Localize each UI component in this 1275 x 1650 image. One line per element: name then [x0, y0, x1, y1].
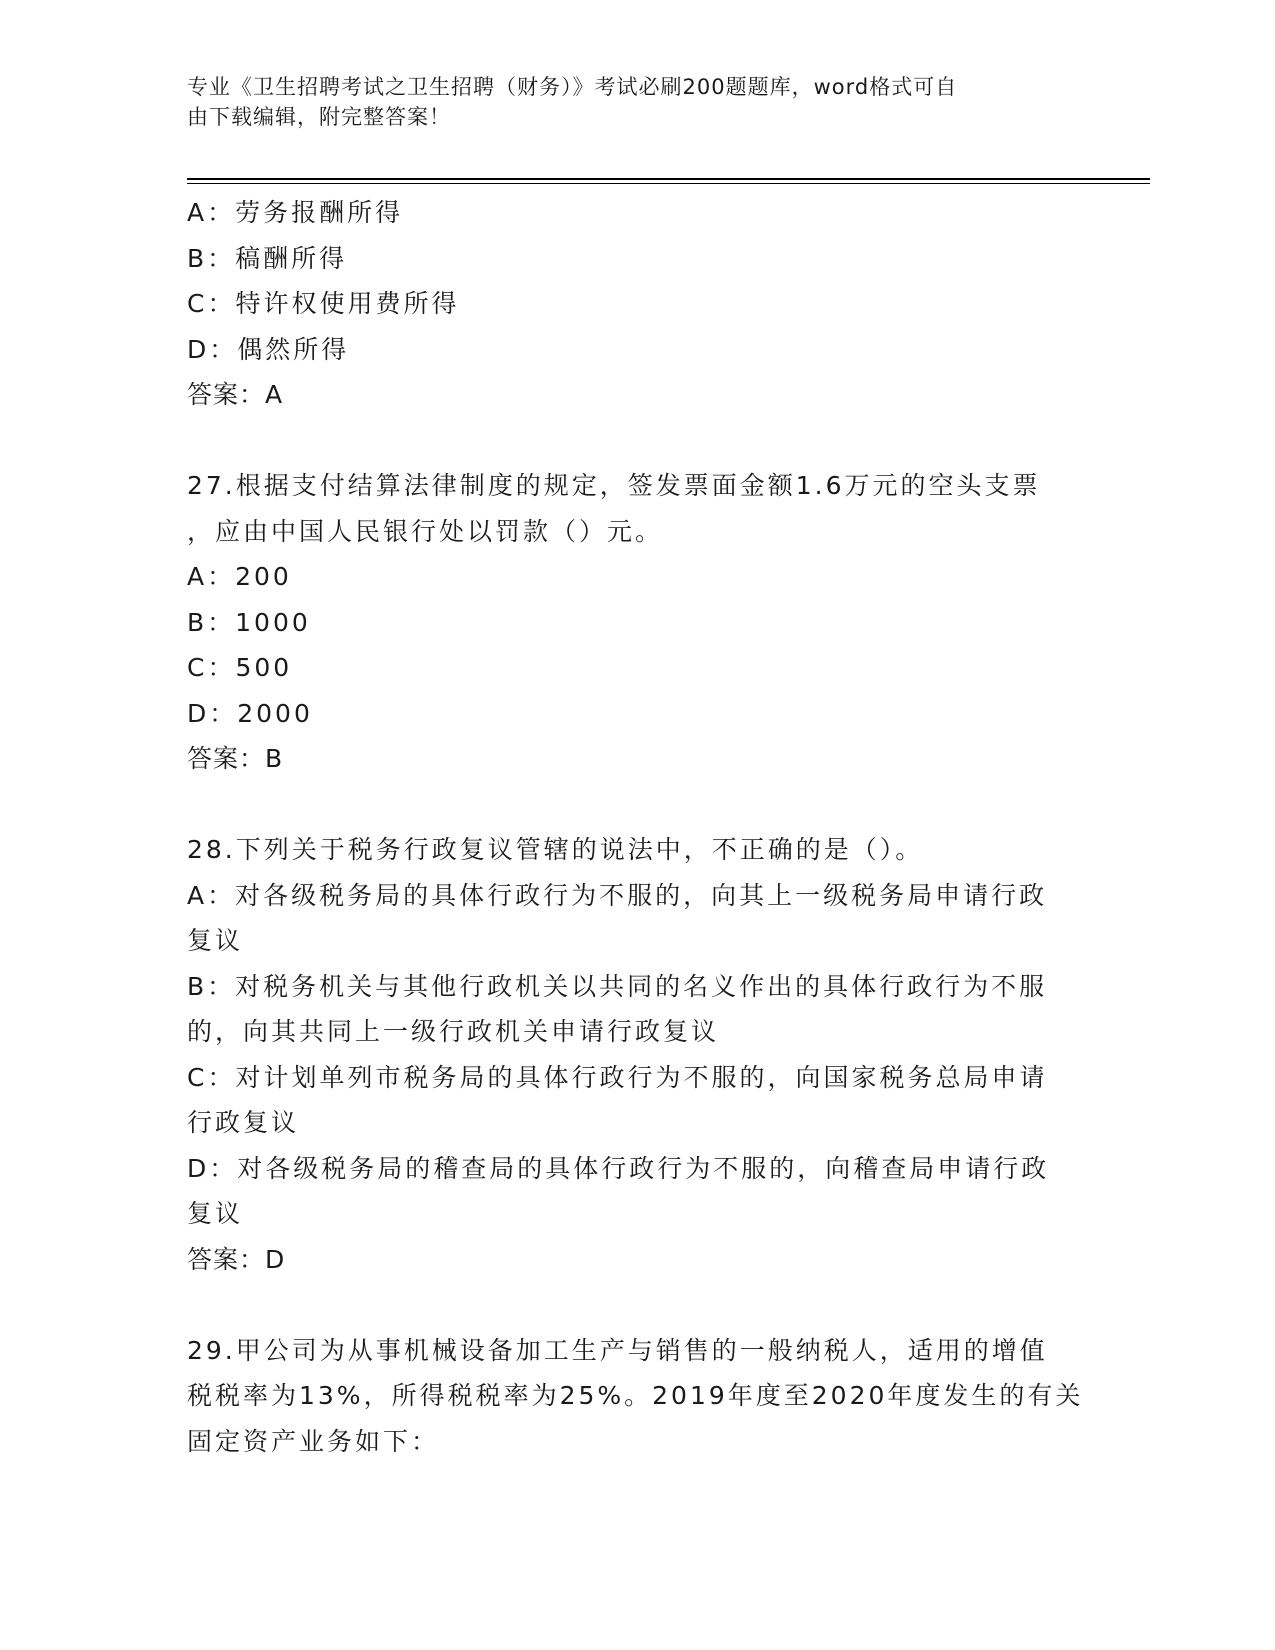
question-26	[187, 190, 1067, 418]
question-stem: 27.根据支付结算法律制度的规定，签发票面金额1.6万元的空头支票	[187, 471, 1041, 500]
answer: 答案：D	[187, 1244, 286, 1274]
page-header	[187, 72, 1067, 132]
answer: 答案：A	[187, 380, 284, 409]
question-27	[187, 463, 1067, 782]
question-list	[187, 190, 1084, 1464]
option-b-continued: 的，向其共同上一级行政机关申请行政复议	[187, 1017, 720, 1046]
header-line-1: 专业《卫生招聘考试之卫生招聘（财务）》考试必刷200题题库，word格式可自	[187, 75, 958, 99]
question-stem: 28.下列关于税务行政复议管辖的说法中，不正确的是（）。	[187, 835, 924, 864]
option-b: B：1000	[187, 607, 311, 637]
header-divider	[187, 178, 1150, 180]
option-b: B：对税务机关与其他行政机关以共同的名义作出的具体行政行为不服	[187, 971, 1048, 1001]
option-a: A：劳务报酬所得	[187, 198, 404, 227]
header-divider-thin	[187, 183, 1150, 184]
question-stem-continued: ，应由中国人民银行处以罚款（）元。	[187, 516, 664, 546]
answer: 答案：B	[187, 744, 284, 773]
question-stem: 29.甲公司为从事机械设备加工生产与销售的一般纳税人，适用的增值	[187, 1335, 1048, 1365]
option-c: C：对计划单列市税务局的具体行政行为不服的，向国家税务总局申请	[187, 1062, 1048, 1092]
spacer	[187, 1282, 1067, 1328]
option-d: D：对各级税务局的稽查局的具体行政行为不服的，向稽查局申请行政	[187, 1153, 1050, 1183]
option-d-continued: 复议	[187, 1199, 244, 1228]
question-29	[187, 1328, 1084, 1465]
option-a-continued: 复议	[187, 926, 244, 955]
option-b: B：稿酬所得	[187, 243, 348, 273]
option-a: A：对各级税务局的具体行政行为不服的，向其上一级税务局申请行政	[187, 880, 1048, 910]
spacer	[187, 418, 1067, 464]
question-stem-continued: 固定资产业务如下：	[187, 1426, 440, 1456]
header-line-2: 由下载编辑，附完整答案！	[187, 105, 451, 129]
spacer	[187, 782, 1067, 828]
option-d: D：2000	[187, 698, 313, 728]
option-a: A：200	[187, 562, 292, 591]
option-c-continued: 行政复议	[187, 1108, 300, 1137]
option-c: C：500	[187, 653, 293, 682]
option-d: D：偶然所得	[187, 334, 350, 364]
option-c: C：特许权使用费所得	[187, 289, 460, 318]
question-stem-continued: 税税率为13%，所得税税率为25%。2019年度至2020年度发生的有关	[187, 1381, 1084, 1410]
question-28	[187, 827, 1067, 1282]
